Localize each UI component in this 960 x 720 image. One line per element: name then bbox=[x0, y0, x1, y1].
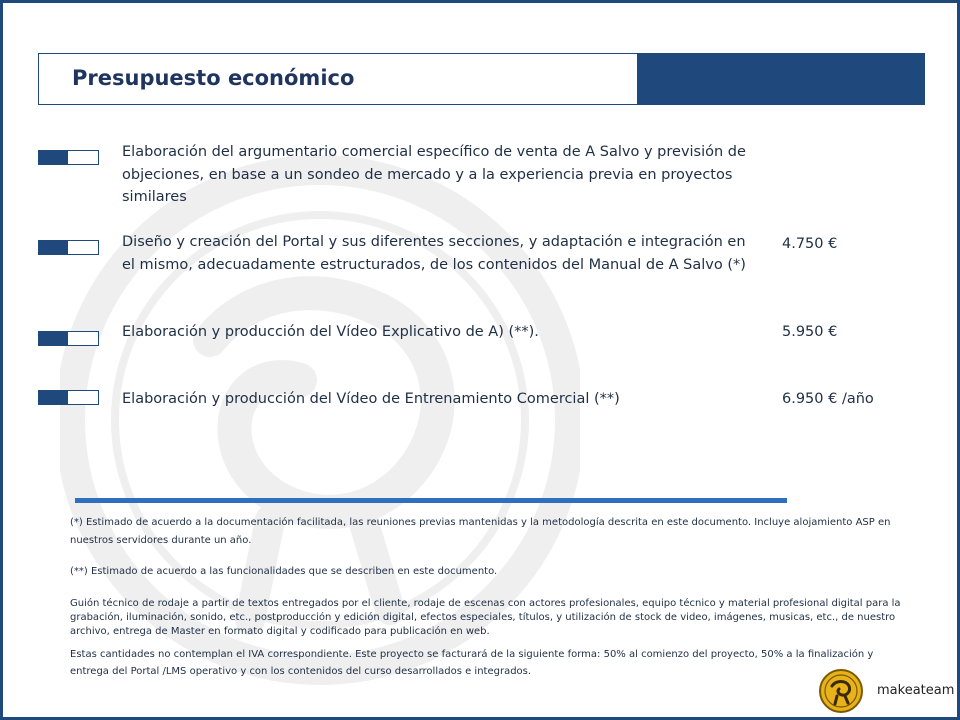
bullet-marker bbox=[38, 150, 99, 165]
budget-item-price: 4.750 € bbox=[782, 236, 838, 252]
footnote-1: (*) Estimado de acuerdo a la documentación facilitada, las reuniones previas mantenidas y la metodología descrita en este documento. Incluye alojamiento ASP en nuestros servidores durante un año. bbox=[70, 517, 891, 546]
budget-item-description: Elaboración y producción del Vídeo Explicativo de A) (**). bbox=[122, 324, 539, 340]
brand-name: makeateam bbox=[877, 683, 955, 698]
bullet-marker bbox=[38, 240, 99, 255]
section-divider bbox=[75, 498, 787, 503]
title-accent-bar bbox=[638, 53, 925, 105]
footnote-3: Guión técnico de rodaje a partir de textos entregados por el cliente, rodaje de escenas con actores profesionales, equipo técnico y material profesional digital para la grabación, iluminación, sonido, etc., postproducción y edición digital, efectos especiales, títulos, y utilización de stock de video, imágenes, musicas, etc., de nuestro archivo, entrega de Master en formato digital y codificado para publicación en web. bbox=[70, 598, 901, 637]
page-title: Presupuesto económico bbox=[72, 66, 355, 90]
footnote-2: (**) Estimado de acuerdo a las funcionalidades que se describen en este documento. bbox=[70, 566, 498, 577]
budget-item-description: Elaboración y producción del Vídeo de Entrenamiento Comercial (**) bbox=[122, 391, 620, 407]
bullet-marker bbox=[38, 390, 99, 405]
budget-item-description: Diseño y creación del Portal y sus diferentes secciones, y adaptación e integración en el mismo, adecuadamente estructurados, de los contenidos del Manual de A Salvo (*) bbox=[122, 234, 746, 273]
title-box bbox=[38, 53, 638, 105]
budget-item-price: 6.950 € /año bbox=[782, 391, 874, 407]
budget-item-description: Elaboración del argumentario comercial específico de venta de A Salvo y previsión de objeciones, en base a un sondeo de mercado y a la experiencia previa en proyectos similares bbox=[122, 144, 746, 205]
budget-item-price: 5.950 € bbox=[782, 324, 838, 340]
bullet-marker bbox=[38, 331, 99, 346]
makeateam-logo-icon bbox=[818, 668, 864, 714]
footnote-4: Estas cantidades no contemplan el IVA correspondiente. Este proyecto se facturará de la siguiente forma: 50% al comienzo del proyecto, 50% a la finalización y entrega del Portal /LMS operativo y con los contenidos del curso desarrollados e integrados. bbox=[70, 649, 874, 677]
